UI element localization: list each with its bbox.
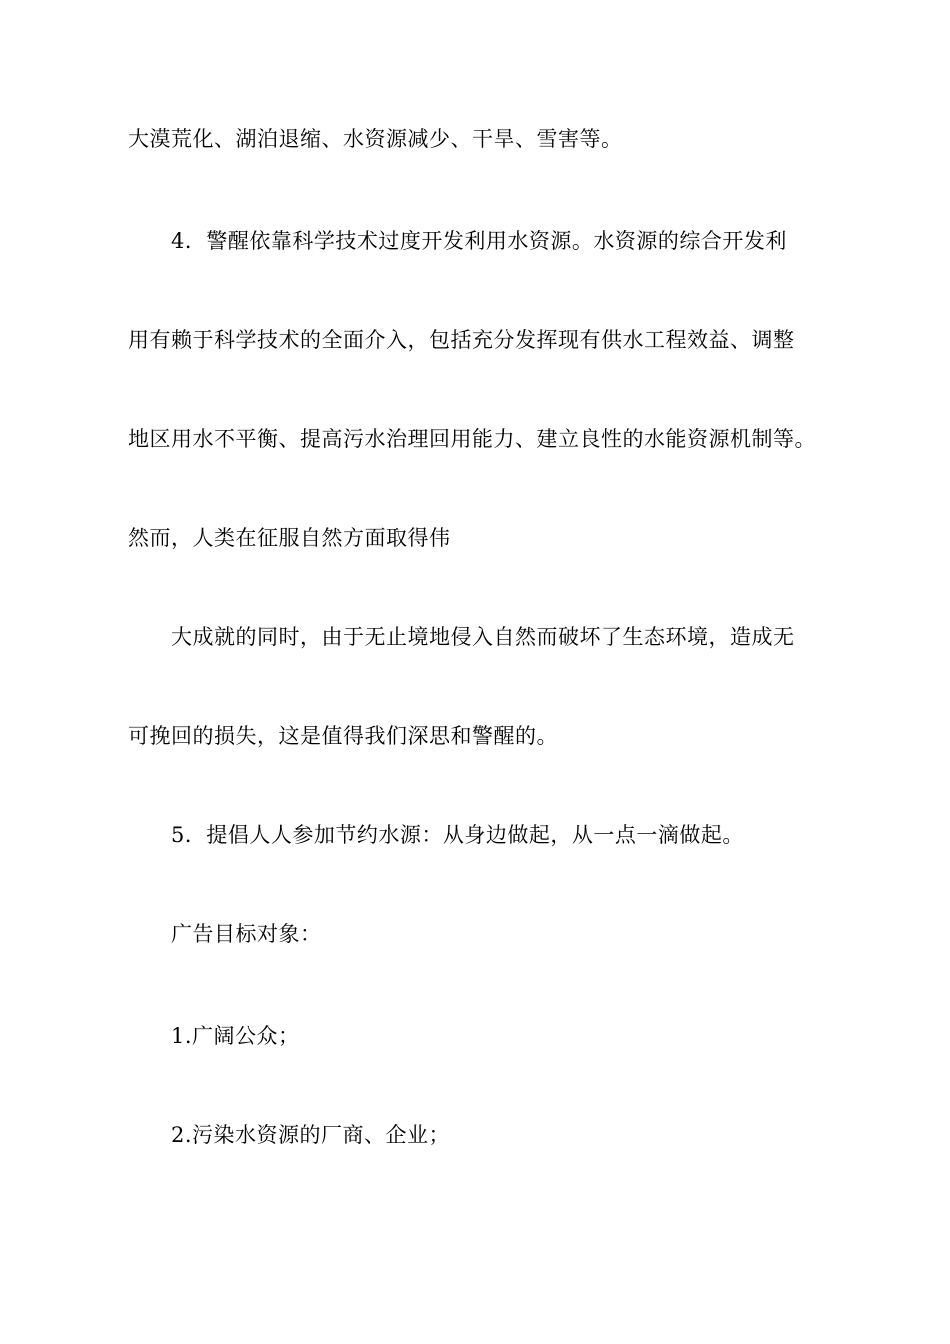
paragraph-line-8: 5．提倡人人参加节约水源：从身边做起，从一点一滴做起。 — [171, 823, 744, 847]
paragraph-line-1: 大漠荒化、湖泊退缩、水资源减少、干旱、雪害等。 — [128, 127, 623, 151]
paragraph-line-7: 可挽回的损失，这是值得我们深思和警醒的。 — [128, 724, 558, 748]
paragraph-line-6: 大成就的同时，由于无止境地侵入自然而破坏了生态环境，造成无 — [171, 625, 795, 649]
paragraph-line-5: 然而，人类在征服自然方面取得伟 — [128, 526, 451, 550]
paragraph-line-3: 用有赖于科学技术的全面介入，包括充分发挥现有供水工程效益、调整 — [128, 328, 795, 352]
list-item-2: 2.污染水资源的厂商、企业； — [171, 1123, 451, 1147]
list-item-1: 1.广阔公众； — [171, 1024, 300, 1048]
paragraph-line-2: 4．警醒依靠科学技术过度开发利用水资源。水资源的综合开发利 — [171, 229, 787, 253]
paragraph-line-4: 地区用水不平衡、提高污水治理回用能力、建立良性的水能资源机制等。 — [128, 427, 816, 451]
heading-ad-target: 广告目标对象： — [171, 922, 322, 946]
